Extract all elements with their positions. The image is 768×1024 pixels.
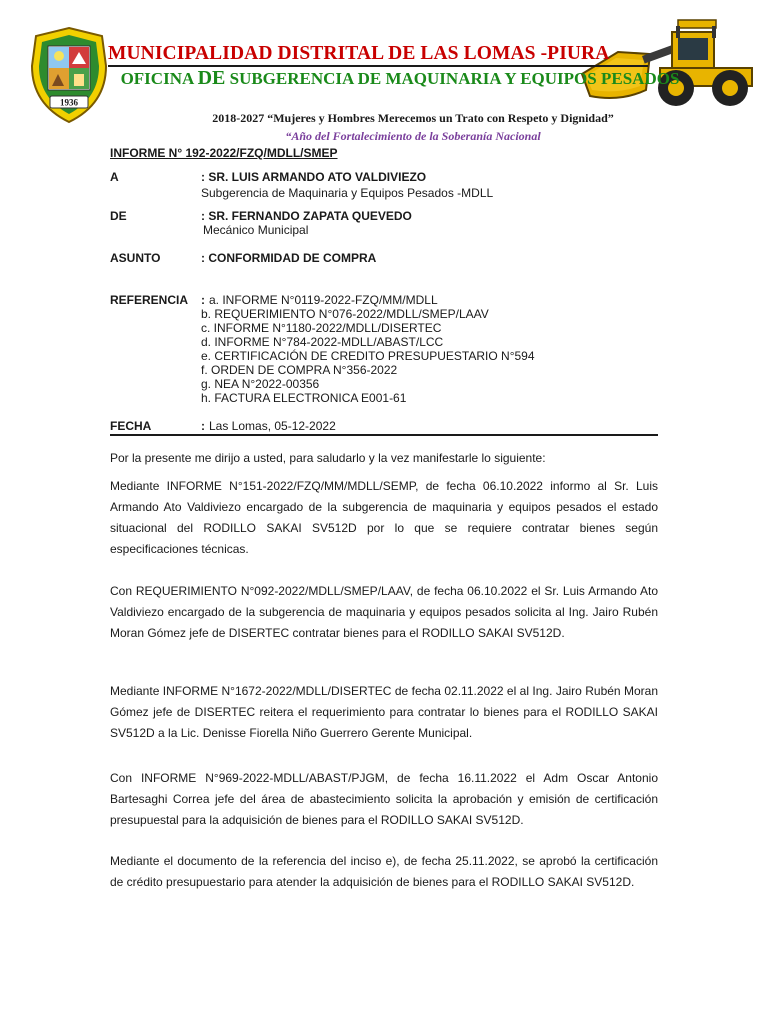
reference-item: c. INFORME N°1180-2022/MDLL/DISERTEC (201, 321, 442, 335)
from-title: Mecánico Municipal (203, 223, 309, 237)
to-title: Subgerencia de Maquinaria y Equipos Pesados -MDLL (201, 186, 494, 200)
year-name: “Año del Fortalecimiento de la Soberanía Nacional (285, 129, 541, 143)
municipality-title: MUNICIPALIDAD DISTRITAL DE LAS LOMAS -PIURA (108, 43, 610, 64)
office-prefix: OFICINA (120, 69, 198, 88)
reference-item: h. FACTURA ELECTRONICA E001-61 (201, 391, 407, 405)
from-name: : SR. FERNANDO ZAPATA QUEVEDO (201, 209, 412, 223)
header-divider (110, 434, 658, 436)
body-paragraph: Con REQUERIMIENTO N°092-2022/MDLL/SMEP/LAAV, de fecha 06.10.2022 el Sr. Luis Armando Ato Valdiviezo encargado de la subgerencia de maquinaria y equipos pesados solicita al Ing. Jairo Rubén Moran Gómez jefe de DISERTEC contratar bienes para el RODILLO SAKAI SV512D. (110, 584, 658, 640)
reference-item: e. CERTIFICACIÓN DE CREDITO PRESUPUESTARIO N°594 (201, 349, 535, 363)
body-paragraph: Mediante INFORME N°151-2022/FZQ/MM/MDLL/SEMP, de fecha 06.10.2022 informo al Sr. Luis Armando Ato Valdiviezo encargado de la subgerencia de maquinaria y equipos pesados el estado situacional del RODILLO SAKAI SV512D por lo que se requiere contratar bienes según especificaciones técnicas. (110, 479, 658, 556)
reference-label: REFERENCIA (110, 293, 189, 307)
from-label: DE (110, 209, 127, 223)
body-paragraph: Mediante el documento de la referencia del inciso e), de fecha 25.11.2022, se aprobó la certificación de crédito presupuestario para atender la adquisición de bienes para el RODILLO SAKAI SV512D. (110, 854, 658, 889)
date-value: Las Lomas, 05-12-2022 (209, 419, 336, 433)
date-colon: : (201, 419, 205, 433)
reference-colon: : (201, 293, 205, 307)
office-de: DE (197, 67, 226, 89)
reference-item: b. REQUERIMIENTO N°076-2022/MDLL/SMEP/LAAV (201, 307, 489, 321)
to-name: : SR. LUIS ARMANDO ATO VALDIVIEZO (201, 170, 427, 184)
municipal-crest-logo (30, 26, 108, 124)
report-number: INFORME N° 192-2022/FZQ/MDLL/SMEP (110, 146, 338, 160)
intro-paragraph: Por la presente me dirijo a usted, para saludarlo y la vez manifestarle lo siguiente: (110, 451, 546, 465)
body-paragraph: Mediante INFORME N°1672-2022/MDLL/DISERTEC de fecha 02.11.2022 el al Ing. Jairo Rubén Moran Gómez jefe de DISERTEC reitera el requerimiento para contratar lo bienes para el RODILLO SAKAI SV512D a la Lic. Denisse Fiorella Niño Guerrero Gerente Municipal. (110, 684, 658, 740)
office-title (110, 68, 690, 89)
subject-label: ASUNTO (110, 251, 161, 265)
reference-item: g. NEA N°2022-00356 (201, 377, 320, 391)
reference-item: d. INFORME N°784-2022-MDLL/ABAST/LCC (201, 335, 444, 349)
crest-year: 1936 (60, 97, 78, 108)
reference-item: a. INFORME N°0119-2022-FZQ/MM/MDLL (209, 293, 438, 307)
title-rule (108, 65, 648, 67)
decade-slogan: 2018-2027 “Mujeres y Hombres Merecemos un Trato con Respeto y Dignidad” (212, 111, 614, 125)
to-label: A (110, 170, 119, 184)
date-label: FECHA (110, 419, 152, 433)
subject-value: : CONFORMIDAD DE COMPRA (201, 251, 377, 265)
office-rest: SUBGERENCIA DE MAQUINARIA Y EQUIPOS PESADOS (225, 69, 680, 88)
reference-item: f. ORDEN DE COMPRA N°356-2022 (201, 363, 398, 377)
body-paragraph: Con INFORME N°969-2022-MDLL/ABAST/PJGM, de fecha 16.11.2022 el Adm Oscar Antonio Bartesaghi Correa jefe del área de abastecimiento solicita la aprobación y emisión de certificación presupuestal para la adquisición de bienes para el RODILLO SAKAI SV512D. (110, 771, 658, 827)
